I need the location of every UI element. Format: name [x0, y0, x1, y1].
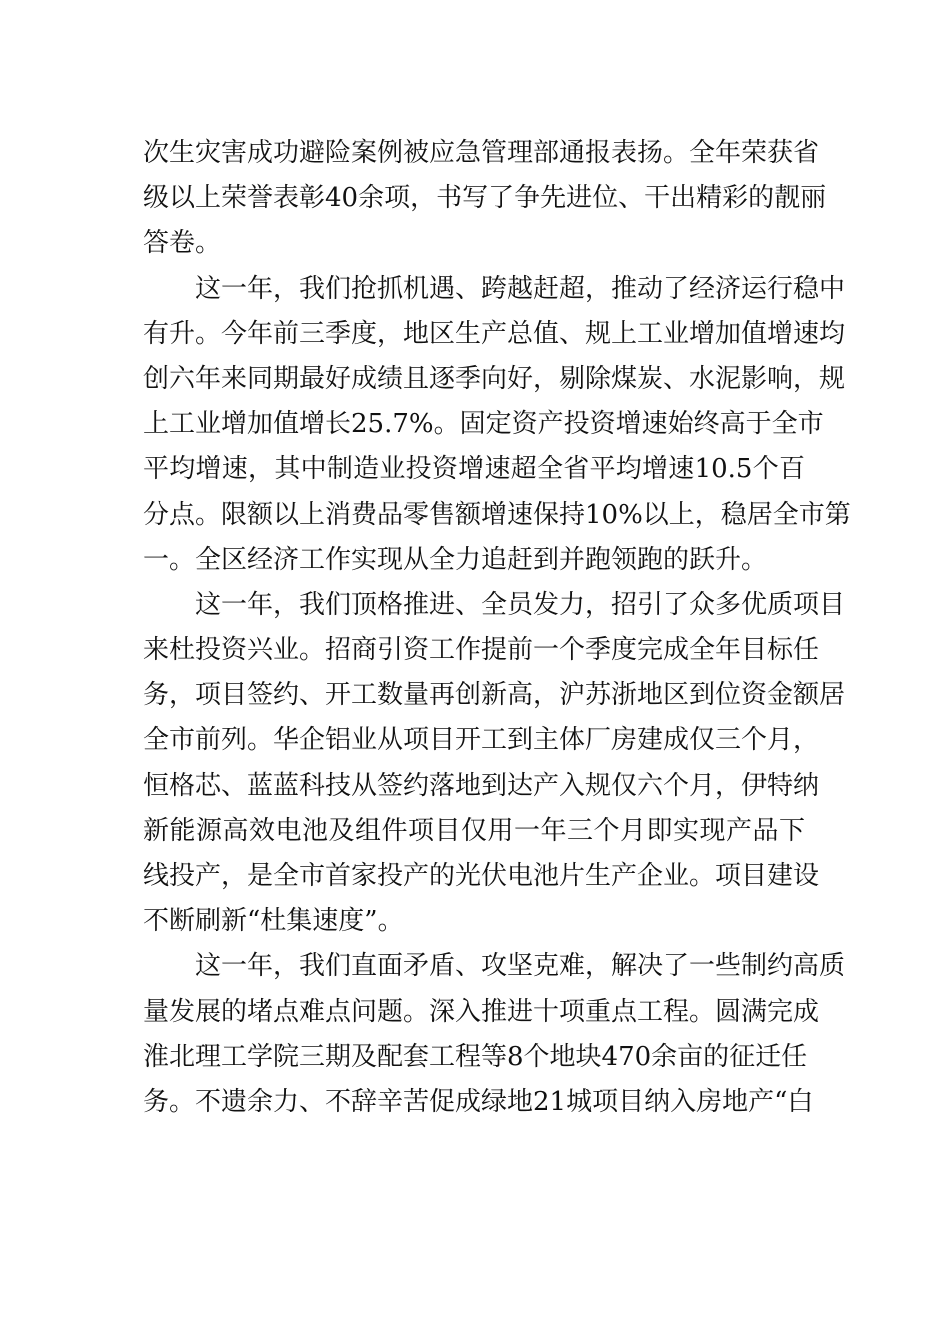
text-line: 务，项目签约、开工数量再创新高，沪苏浙地区到位资金额居 — [143, 680, 846, 711]
text-line: 不断刷新“杜集速度”。 — [143, 906, 404, 937]
paragraph-4 — [143, 944, 846, 1125]
document-body — [143, 131, 851, 1125]
paragraph-1 — [143, 131, 827, 267]
text-line: 新能源高效电池及组件项目仅用一年三个月即实现产品下 — [143, 815, 805, 846]
paragraph-3 — [143, 583, 846, 945]
text-line: 来杜投资兴业。招商引资工作提前一个季度完成全年目标任 — [143, 635, 820, 666]
text-line: 平均增速，其中制造业投资增速超全省平均增速10.5个百 — [143, 454, 805, 485]
text-line: 全市前列。华企铝业从项目开工到主体厂房建成仅三个月， — [143, 725, 820, 756]
text-line: 淮北理工学院三期及配套工程等8个地块470余亩的征迁任 — [143, 1041, 808, 1072]
text-line: 这一年，我们抢抓机遇、跨越赶超，推动了经济运行稳中 — [195, 273, 846, 304]
text-line: 级以上荣誉表彰40余项，书写了争先进位、干出精彩的靓丽 — [143, 183, 827, 214]
text-line: 这一年，我们直面矛盾、攻坚克难，解决了一些制约高质 — [195, 951, 846, 982]
text-line: 线投产，是全市首家投产的光伏电池片生产企业。项目建设 — [143, 861, 820, 891]
text-line: 恒格芯、蓝蓝科技从签约落地到达产入规仅六个月，伊特纳 — [143, 770, 820, 801]
text-line: 次生灾害成功避险案例被应急管理部通报表扬。全年荣获省 — [143, 138, 820, 168]
text-line: 量发展的堵点难点问题。深入推进十项重点工程。圆满完成 — [143, 996, 820, 1027]
text-line: 务。不遗余力、不辞辛苦促成绿地21城项目纳入房地产“白 — [143, 1086, 814, 1117]
text-line: 答卷。 — [143, 228, 222, 259]
text-line: 创六年来同期最好成绩且逐季向好，剔除煤炭、水泥影响，规 — [143, 363, 846, 394]
text-line: 有升。今年前三季度，地区生产总值、规上工业增加值增速均 — [143, 318, 846, 349]
text-line: 这一年，我们顶格推进、全员发力，招引了众多优质项目 — [195, 589, 846, 620]
text-line: 上工业增加值增长25.7%。固定资产投资增速始终高于全市 — [143, 409, 824, 440]
paragraph-2 — [143, 267, 851, 583]
text-line: 分点。限额以上消费品零售额增速保持10%以上，稳居全市第 — [143, 499, 851, 530]
text-line: 一。全区经济工作实现从全力追赶到并跑领跑的跃升。 — [143, 544, 768, 575]
